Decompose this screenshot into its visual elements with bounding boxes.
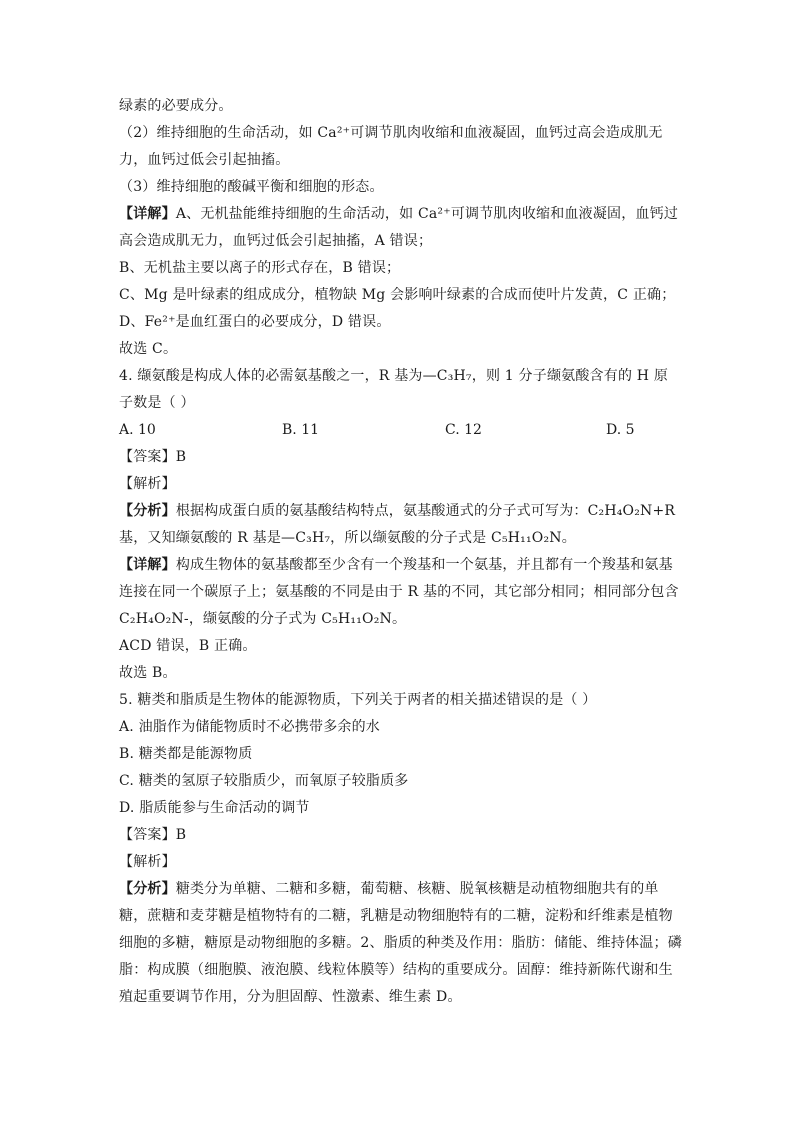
text-span: 构成生物体的氨基酸都至少含有一个羧基和一个氨基，并且都有一个羧基和氨基 <box>175 557 673 573</box>
text-line: 脂：构成膜（细胞膜、液泡膜、线粒体膜等）结构的重要成分。固醇：维持新陈代谢和生 <box>119 962 673 978</box>
section-tag: 【详解】 <box>119 206 176 222</box>
text-line: C、Mg 是叶绿素的组成成分，植物缺 Mg 会影响叶绿素的合成而使叶片发黄，C 正确； <box>119 287 676 303</box>
text-line: D、Fe²⁺是血红蛋白的必要成分，D 错误。 <box>119 314 391 330</box>
option-c: C. 12 <box>445 422 482 438</box>
option-a: A. 油脂作为储能物质时不必携带多余的水 <box>119 719 381 735</box>
text-line: 故选 B。 <box>119 665 177 681</box>
text-line: 绿素的必要成分。 <box>119 98 233 114</box>
option-d: D. 5 <box>606 422 635 438</box>
text-span: 根据构成蛋白质的氨基酸结构特点，氨基酸通式的分子式可写为：C₂H₄O₂N+R <box>175 503 676 519</box>
answer-label: 【答案】B <box>119 827 187 843</box>
text-line: 力，血钙过低会引起抽搐。 <box>119 152 290 168</box>
text-line: 连接在同一个碳原子上；氨基酸的不同是由于 R 基的不同，其它部分相同；相同部分包含 <box>119 584 679 600</box>
option-c: C. 糖类的氢原子较脂质少，而氧原子较脂质多 <box>119 773 409 789</box>
analysis-heading: 【解析】 <box>119 854 176 870</box>
option-a: A. 10 <box>119 422 156 438</box>
section-tag: 【分析】 <box>119 503 176 519</box>
text-line: 基，又知缬氨酸的 R 基是—C₃H₇，所以缬氨酸的分子式是 C₅H₁₁O₂N。 <box>119 530 576 546</box>
text-line: C₂H₄O₂N-，缬氨酸的分子式为 C₅H₁₁O₂N。 <box>119 611 407 627</box>
option-b: B. 11 <box>282 422 320 438</box>
question-4-stem: 4. 缬氨酸是构成人体的必需氨基酸之一，R 基为—C₃H₇，则 1 分子缬氨酸含有的 H 原 <box>119 368 669 384</box>
text-line: 殖起重要调节作用，分为胆固醇、性激素、维生素 D。 <box>119 989 462 1005</box>
text-line: （2）维持细胞的生命活动，如 Ca²⁺可调节肌肉收缩和血液凝固，血钙过高会造成肌无 <box>119 125 663 141</box>
text-line: （3）维持细胞的酸碱平衡和细胞的形态。 <box>119 179 384 195</box>
section-tag: 【详解】 <box>119 557 176 573</box>
option-d: D. 脂质能参与生命活动的调节 <box>119 800 310 816</box>
text-span: A、无机盐能维持细胞的生命活动，如 Ca²⁺可调节肌肉收缩和血液凝固，血钙过 <box>175 206 679 222</box>
option-b: B. 糖类都是能源物质 <box>119 746 253 762</box>
text-line <box>119 555 673 575</box>
text-line <box>119 501 675 521</box>
text-line: 故选 C。 <box>119 341 178 357</box>
text-line <box>119 204 678 224</box>
text-line: 高会造成肌无力，血钙过低会引起抽搐，A 错误； <box>119 233 433 249</box>
question-4-stem: 子数是（ ） <box>119 395 195 411</box>
text-line: ACD 错误，B 正确。 <box>119 638 257 654</box>
analysis-heading: 【解析】 <box>119 476 176 492</box>
section-tag: 【分析】 <box>119 881 176 897</box>
text-line: B、无机盐主要以离子的形式存在，B 错误； <box>119 260 401 276</box>
answer-label: 【答案】B <box>119 449 187 465</box>
text-line: 糖，蔗糖和麦芽糖是植物特有的二糖，乳糖是动物细胞特有的二糖，淀粉和纤维素是植物 <box>119 908 673 924</box>
text-line <box>119 879 659 899</box>
text-span: 糖类分为单糖、二糖和多糖，葡萄糖、核糖、脱氧核糖是动植物细胞共有的单 <box>175 881 659 897</box>
question-5-stem: 5. 糖类和脂质是生物体的能源物质，下列关于两者的相关描述错误的是（ ） <box>119 692 597 708</box>
text-line: 细胞的多糖，糖原是动物细胞的多糖。2、脂质的种类及作用：脂肪：储能、维持体温；磷 <box>119 935 682 951</box>
